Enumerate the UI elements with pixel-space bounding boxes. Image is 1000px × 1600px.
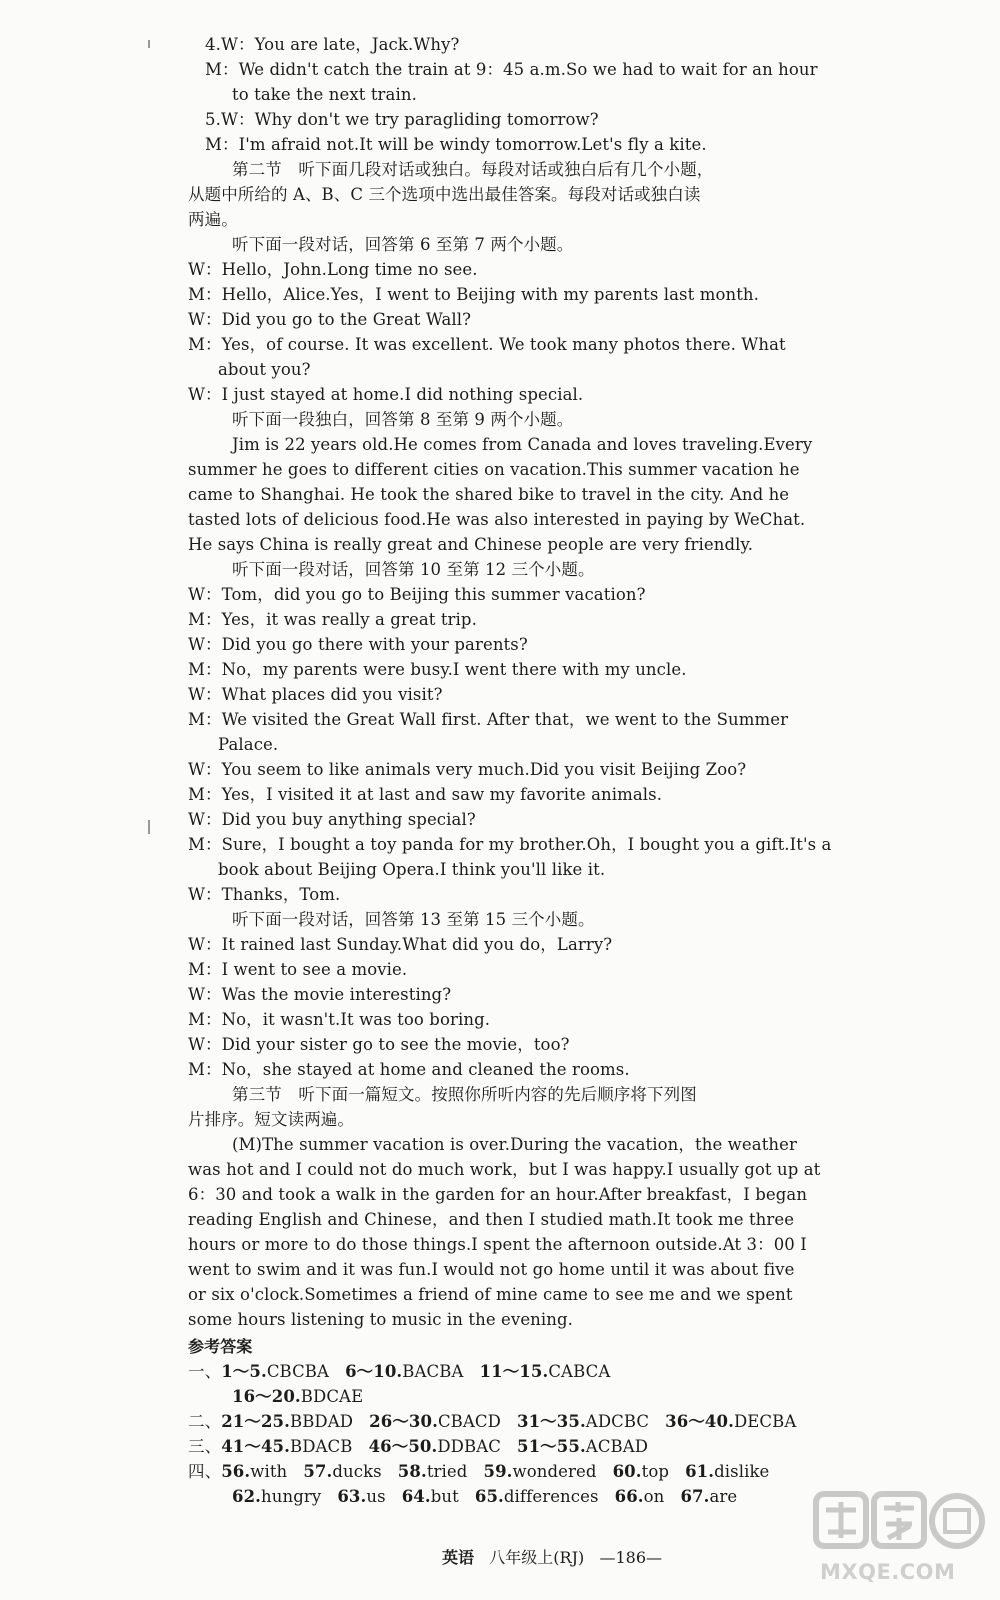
text-line: book about Beijing Opera.I think you'll like it. bbox=[218, 860, 606, 879]
text-line: to take the next train. bbox=[232, 85, 417, 104]
text-line: W：Did you go to the Great Wall? bbox=[188, 310, 472, 329]
text-line: W：Was the movie interesting? bbox=[188, 985, 452, 1004]
text-line: some hours listening to music in the evening. bbox=[188, 1310, 574, 1329]
text-line: 4.W：You are late，Jack.Why? bbox=[205, 35, 460, 54]
text-line: 听下面一段对话，回答第 13 至第 15 三个小题。 bbox=[232, 910, 595, 929]
text-line: M：No，she stayed at home and cleaned the rooms. bbox=[188, 1060, 630, 1079]
text-line: 6：30 and took a walk in the garden for an hour.After breakfast，I began bbox=[188, 1185, 808, 1204]
footer-subject: 英语 bbox=[442, 1548, 475, 1567]
text-line: W：It rained last Sunday.What did you do，Larry? bbox=[188, 935, 613, 954]
text-line: M：We didn't catch the train at 9：45 a.m.So we had to wait for an hour bbox=[205, 60, 818, 79]
text-line: 两遍。 bbox=[188, 210, 238, 229]
text-line: M：No，my parents were busy.I went there with my uncle. bbox=[188, 660, 687, 679]
text-line: He says China is really great and Chinese people are very friendly. bbox=[188, 535, 754, 554]
answer-row-2: 16～20.BDCAE bbox=[232, 1387, 364, 1406]
text-line: M：Yes，of course. It was excellent. We took many photos there. What bbox=[188, 335, 786, 354]
text-line: hours or more to do those things.I spent the afternoon outside.At 3：00 I bbox=[188, 1235, 807, 1254]
text-line: 第二节 听下面几段对话或独白。每段对话或独白后有几个小题， bbox=[232, 160, 714, 179]
text-line: M：Yes，I visited it at last and saw my favorite animals. bbox=[188, 785, 663, 804]
text-line: W：I just stayed at home.I did nothing special. bbox=[188, 385, 584, 404]
text-line: summer he goes to different cities on vacation.This summer vacation he bbox=[188, 460, 800, 479]
section-number: 一、 bbox=[188, 1362, 222, 1381]
text-line: Jim is 22 years old.He comes from Canada and loves traveling.Every bbox=[232, 435, 813, 454]
answer-row-1: 一、1～5.CBCBA 6～10.BACBA 11～15.CABCA bbox=[188, 1362, 611, 1381]
text-line: tasted lots of delicious food.He was also interested in paying by WeChat. bbox=[188, 510, 806, 529]
answers-heading: 参考答案 bbox=[188, 1337, 253, 1356]
watermark-site: MXQE.COM bbox=[820, 1560, 956, 1584]
watermark-logo bbox=[812, 1488, 987, 1600]
text-line: went to swim and it was fun.I would not go home until it was about five bbox=[188, 1260, 795, 1279]
text-line: about you? bbox=[218, 360, 311, 379]
margin-mark bbox=[148, 820, 150, 834]
text-line: 听下面一段独白，回答第 8 至第 9 两个小题。 bbox=[232, 410, 574, 429]
text-line: 第三节 听下面一篇短文。按照你所听内容的先后顺序将下列图 bbox=[232, 1085, 697, 1104]
text-line: W：Did your sister go to see the movie，too? bbox=[188, 1035, 570, 1054]
text-line: W：Did you go there with your parents? bbox=[188, 635, 528, 654]
text-line: reading English and Chinese，and then I studied math.It took me three bbox=[188, 1210, 795, 1229]
text-line: M：I'm afraid not.It will be windy tomorrow.Let's fly a kite. bbox=[205, 135, 707, 154]
answer-row-4: 三、41～45.BDACB 46～50.DDBAC 51～55.ACBAD bbox=[188, 1437, 649, 1456]
text-line: M：Hello，Alice.Yes，I went to Beijing with my parents last month. bbox=[188, 285, 760, 304]
text-line: was hot and I could not do much work，but I was happy.I usually got up at bbox=[188, 1160, 821, 1179]
text-line: W：Hello，John.Long time no see. bbox=[188, 260, 478, 279]
section-number: 二、 bbox=[188, 1412, 222, 1431]
text-line: 听下面一段对话，回答第 10 至第 12 三个小题。 bbox=[232, 560, 595, 579]
text-line: 听下面一段对话，回答第 6 至第 7 两个小题。 bbox=[232, 235, 574, 254]
answer-row-6: 62.hungry 63.us 64.but 65.differences 66.on 67.are bbox=[232, 1487, 738, 1506]
page-footer bbox=[442, 1545, 662, 1568]
text-line: M：I went to see a movie. bbox=[188, 960, 408, 979]
text-line: 片排序。短文读两遍。 bbox=[188, 1110, 354, 1129]
text-line: Palace. bbox=[218, 735, 279, 754]
text-line: M：Sure，I bought a toy panda for my brother.Oh，I bought you a gift.It's a bbox=[188, 835, 832, 854]
text-line: W：Tom，did you go to Beijing this summer vacation? bbox=[188, 585, 646, 604]
text-line: W：You seem to like animals very much.Did you visit Beijing Zoo? bbox=[188, 760, 747, 779]
text-line: 从题中所给的 A、B、C 三个选项中选出最佳答案。每段对话或独白读 bbox=[188, 185, 701, 204]
text-line: 5.W：Why don't we try paragliding tomorrow? bbox=[205, 110, 599, 129]
text-line: M：No，it wasn't.It was too boring. bbox=[188, 1010, 491, 1029]
answer-row-5: 四、56.with 57.ducks 58.tried 59.wondered 60.top 61.dislike bbox=[188, 1462, 770, 1481]
text-line: came to Shanghai. He took the shared bike to travel in the city. And he bbox=[188, 485, 790, 504]
watermark-icon bbox=[812, 1488, 987, 1556]
text-line: M：We visited the Great Wall first. After that，we went to the Summer bbox=[188, 710, 789, 729]
answer-row-3: 二、21～25.BBDAD 26～30.CBACD 31～35.ADCBC 36～40.DECBA bbox=[188, 1412, 797, 1431]
text-line: W：Thanks，Tom. bbox=[188, 885, 341, 904]
text-line: W：Did you buy anything special? bbox=[188, 810, 476, 829]
text-line: (M)The summer vacation is over.During the vacation，the weather bbox=[232, 1135, 797, 1154]
section-number: 三、 bbox=[188, 1437, 222, 1456]
text-line: or six o'clock.Sometimes a friend of mine came to see me and we spent bbox=[188, 1285, 793, 1304]
page-number: —186— bbox=[599, 1548, 663, 1567]
footer-grade: 八年级上(RJ) bbox=[489, 1548, 585, 1567]
section-number: 四、 bbox=[188, 1462, 222, 1481]
text-line: W：What places did you visit? bbox=[188, 685, 443, 704]
text-line: M：Yes，it was really a great trip. bbox=[188, 610, 477, 629]
margin-mark bbox=[148, 40, 150, 48]
